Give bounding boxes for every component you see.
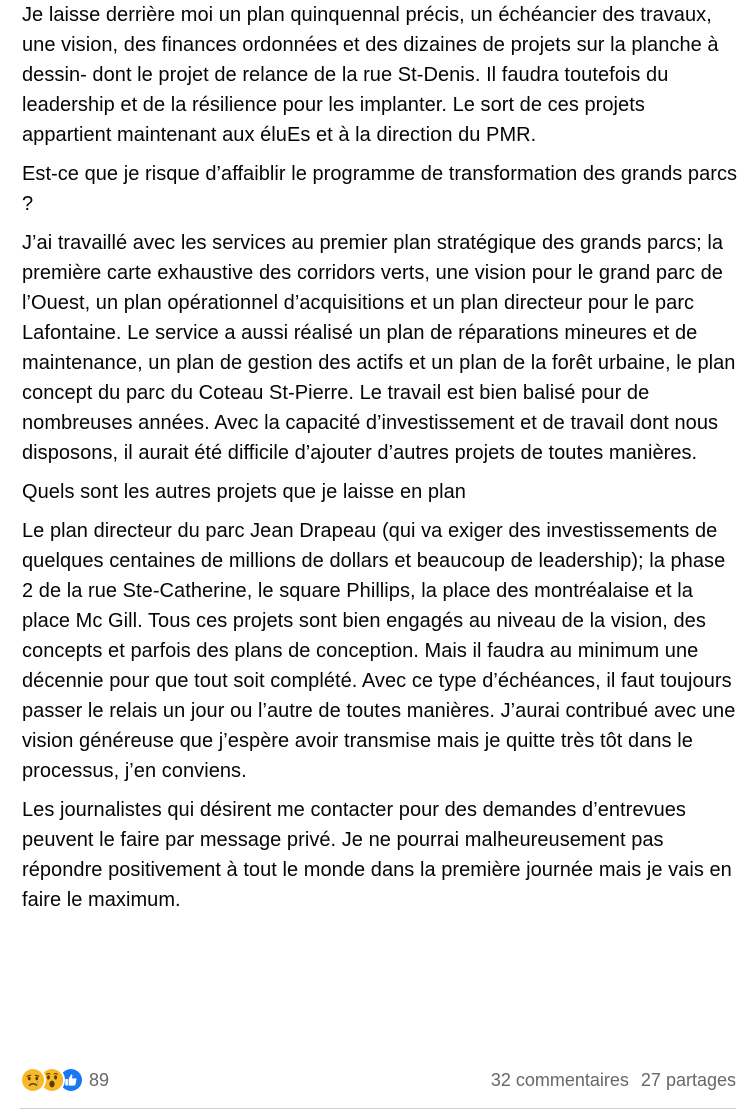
shares-count-link[interactable]: 27 partages (640, 1069, 736, 1090)
post-paragraph: Je laisse derrière moi un plan quinquennal précis, un échéancier des travaux, une vision, des finances ordonnées et des dizaines de projets sur la planche à dessin- dont le projet de relance de la rue St-Denis. Il faudra toutefois du leadership et de la résilience pour les implanter. Le sort de ces projets appartient maintenant aux éluEs et à la direction du PMR. (22, 4, 719, 146)
sad-reaction-icon (20, 1067, 46, 1093)
post-paragraph: Est-ce que je risque d’affaiblir le programme de transformation des grands parcs ? (22, 163, 738, 215)
post-paragraph: Le plan directeur du parc Jean Drapeau (qui va exiger des investissements de quelques centaines de millions de dollars et beaucoup de leadership); la phase 2 de la rue Ste-Catherine, le square Phillips, la place des montréalaise et la place Mc Gill. Tous ces projets sont bien engagés au niveau de la vision, des concepts et parfois des plans de conception. Mais il faudra au minimum une décennie pour que tout soit complété. Avec ce type d’échéances, il faut toujours passer le relais un jour ou l’autre de toutes manières. J’aurai contribué avec une vision généreuse que j’espère avoir transmise mais je quitte très tôt dans le processus, j’en conviens. (22, 520, 736, 782)
post-paragraph: J’ai travaillé avec les services au premier plan stratégique des grands parcs; la première carte exhaustive des corridors verts, une vision pour le grand parc de l’Ouest, un plan opérationnel d’acquisitions et un plan directeur pour le parc Lafontaine. Le service a aussi réalisé un plan de réparations mineures et de maintenance, un plan de gestion des actifs et un plan de la forêt urbaine, le plan concept du parc du Coteau St-Pierre. Le travail est bien balisé pour de nombreuses années. Avec la capacité d’investissement et de travail dont nous disposons, il aurait été difficile d’ajouter d’autres projets de toutes manières. (22, 232, 736, 464)
post-stats (491, 1070, 736, 1091)
post-footer (20, 1064, 736, 1096)
post-paragraph: Les journalistes qui désirent me contacter pour des demandes d’entrevues peuvent le faire par message privé. Je ne pourrai malheureusement pas répondre positivement à tout le monde dans la première journée mais je vais en faire le maximum. (22, 799, 732, 911)
reactions-count: 89 (89, 1069, 110, 1090)
footer-divider (20, 1108, 736, 1109)
comments-count-link[interactable]: 32 commentaires (490, 1069, 629, 1090)
reactions-summary[interactable] (20, 1067, 109, 1093)
post-body (22, 0, 738, 924)
post-paragraph: Quels sont les autres projets que je laisse en plan (22, 481, 466, 503)
